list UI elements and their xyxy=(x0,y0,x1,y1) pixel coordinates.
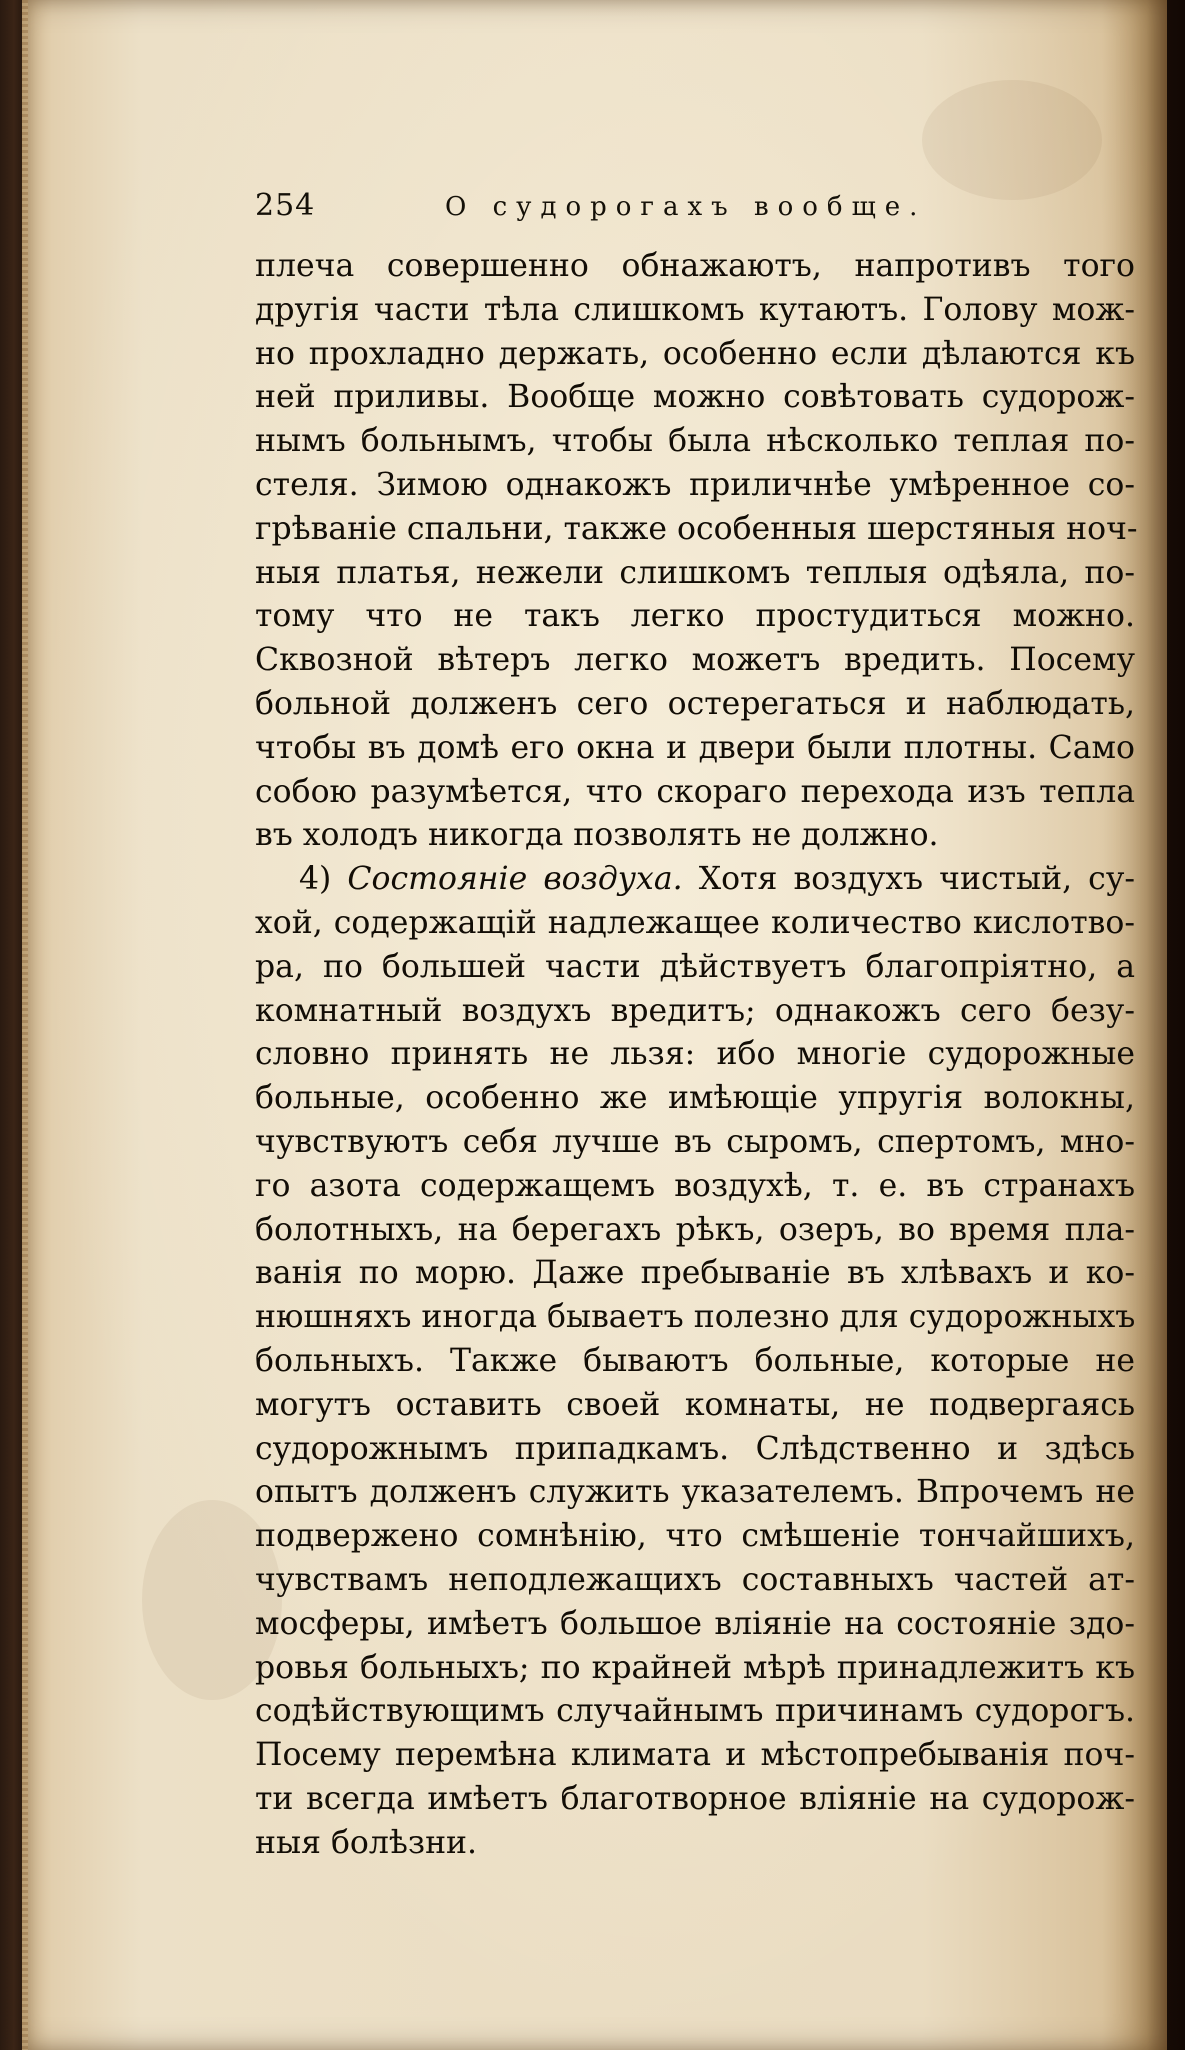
text-line xyxy=(255,1428,1135,1472)
line-text: го азота содержащемъ воздухѣ, т. е. въ странахъ xyxy=(255,1167,1135,1204)
section-heading-italic: Состояніе воздуха. xyxy=(347,861,683,898)
line-text: Посему перемѣна климата и мѣстопребыванія поч- xyxy=(255,1737,1135,1774)
line-text: собою разумѣется, что скораго перехода изъ тепла xyxy=(255,773,1135,810)
text-line xyxy=(255,245,1135,289)
text-line xyxy=(255,1559,1135,1603)
line-text: стеля. Зимою однакожъ приличнѣе умѣренное со- xyxy=(255,466,1135,503)
line-text: другія части тѣла слишкомъ кутаютъ. Голову мож- xyxy=(255,291,1135,328)
line-text: опытъ долженъ служить указателемъ. Впрочемъ не xyxy=(255,1474,1135,1511)
line-text: грѣваніе спальни, также особенныя шерстяныя ноч- xyxy=(255,510,1138,547)
text-line xyxy=(255,1734,1135,1778)
page-edge xyxy=(22,0,28,2050)
line-text: больныхъ. Также бываютъ больные, которые не xyxy=(255,1342,1135,1379)
line-text: болотныхъ, на берегахъ рѣкъ, озеръ, во время пла- xyxy=(255,1211,1135,1248)
text-line xyxy=(255,814,1135,858)
running-title: О судорогахъ вообще. xyxy=(445,192,927,222)
page-header xyxy=(255,188,995,228)
line-text: ныя платья, нежели слишкомъ теплыя одѣяла, по- xyxy=(255,554,1135,591)
text-line xyxy=(255,333,1135,377)
text-line xyxy=(255,683,1135,727)
line-text: могутъ оставить своей комнаты, не подвергаясь xyxy=(255,1386,1135,1423)
line-text: чувствуютъ себя лучше въ сыромъ, спертомъ, мно- xyxy=(255,1123,1135,1160)
paper-page xyxy=(22,0,1167,2050)
line-text: ванія по морю. Даже пребываніе въ хлѣвахъ и ко- xyxy=(255,1255,1135,1292)
text-line xyxy=(255,1121,1135,1165)
body-text xyxy=(255,245,1138,1865)
line-text: ровья больныхъ; по крайней мѣрѣ принадлежитъ къ xyxy=(255,1649,1135,1686)
text-line xyxy=(255,552,1135,596)
text-line xyxy=(255,639,1135,683)
line-text: чтобы въ домѣ его окна и двери были плотны. Само xyxy=(255,729,1135,766)
text-line xyxy=(255,1690,1135,1734)
line-text: больные, особенно же имѣющіе упругія волокны, xyxy=(255,1080,1135,1117)
line-text: ти всегда имѣетъ благотворное вліяніе на судорож- xyxy=(255,1780,1135,1817)
page-number: 254 xyxy=(255,188,316,223)
text-line xyxy=(255,1209,1135,1253)
line-text: чувствамъ неподлежащихъ составныхъ частей ат- xyxy=(255,1561,1135,1598)
line-text: словно принять не льзя: ибо многіе судорожные xyxy=(255,1036,1135,1073)
text-line xyxy=(255,1603,1135,1647)
text-line xyxy=(255,420,1135,464)
line-text: ныя болѣзни. xyxy=(255,1824,478,1861)
text-line xyxy=(255,1778,1135,1822)
line-text: ней приливы. Вообще можно совѣтовать судорож- xyxy=(255,379,1135,416)
line-text: Хотя воздухъ чистый, су- xyxy=(698,861,1136,898)
line-text: хой, содержащій надлежащее количество кислотво- xyxy=(255,904,1135,941)
text-line xyxy=(255,1340,1135,1384)
line-text: подвержено сомнѣнію, что смѣшеніе тончайшихъ, xyxy=(255,1518,1135,1555)
text-line xyxy=(255,771,1135,815)
line-text: мосферы, имѣетъ большое вліяніе на состояніе здо- xyxy=(255,1605,1135,1642)
text-line xyxy=(255,1077,1135,1121)
text-line xyxy=(255,727,1135,771)
line-text: судорожнымъ припадкамъ. Слѣдственно и здѣсь xyxy=(255,1430,1135,1467)
line-text: содѣйствующимъ случайнымъ причинамъ судорогъ. xyxy=(255,1693,1135,1730)
line-text: но прохладно держать, особенно если дѣлаются къ xyxy=(255,335,1135,372)
line-text: Сквозной вѣтеръ легко можетъ вредить. Посему xyxy=(255,642,1135,679)
line-text: плеча совершенно обнажаютъ, напротивъ того xyxy=(255,248,1135,284)
text-line xyxy=(255,464,1135,508)
text-line xyxy=(255,1471,1135,1515)
text-line xyxy=(255,1647,1135,1691)
text-line xyxy=(255,1296,1135,1340)
line-text: больной долженъ сего остерегаться и наблюдать, xyxy=(255,685,1135,722)
text-line xyxy=(255,902,1135,946)
text-line xyxy=(255,595,1135,639)
text-line xyxy=(255,1384,1135,1428)
text-line xyxy=(255,1252,1135,1296)
line-text: комнатный воздухъ вредитъ; однакожъ сего безу- xyxy=(255,992,1135,1029)
text-line xyxy=(255,376,1135,420)
text-line xyxy=(255,858,1135,902)
line-text: ра, по большей части дѣйствуетъ благопріятно, а xyxy=(255,948,1135,985)
text-line xyxy=(255,508,1138,552)
line-text: нымъ больнымъ, чтобы была нѣсколько теплая по- xyxy=(255,423,1135,460)
text-line xyxy=(255,1033,1135,1077)
paper-stain xyxy=(922,80,1102,200)
text-line xyxy=(255,946,1135,990)
line-text: нюшняхъ иногда бываетъ полезно для судорожныхъ xyxy=(255,1299,1136,1336)
text-line xyxy=(255,289,1135,333)
line-text: тому что не такъ легко простудиться можно. xyxy=(255,598,1135,635)
paragraph-number: 4) xyxy=(299,861,348,898)
text-line xyxy=(255,1822,1135,1866)
text-line xyxy=(255,1165,1135,1209)
text-line xyxy=(255,1515,1135,1559)
line-text: въ холодъ никогда позволять не должно. xyxy=(255,817,939,854)
text-line xyxy=(255,990,1135,1034)
